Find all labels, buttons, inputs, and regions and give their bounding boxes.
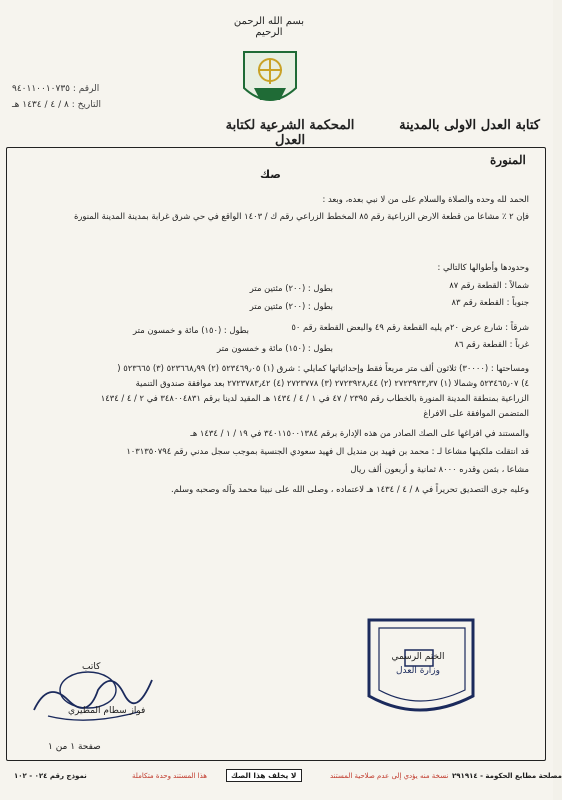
ministry-title: المحكمة الشرعية لكتابة العدل	[225, 118, 355, 148]
city-name: المنورة	[490, 153, 526, 167]
area-coordinates-line: ٤) ٥٢٣٤٦٥٫٠٧ وشمالا (١) ٢٧٢٣٩٣٣٫٣٧ (٢) ٢٧٢٣٩٢٨٫٤٤ (٣) ٢٧٢٣٧٧٨ (٤) ٢٧٢٣٧٨٣٫٤٢ بعد موافقة صندوق التنمية	[135, 378, 529, 388]
ministry-emblem-icon	[240, 48, 300, 114]
body-line: فإن ٢ ٪ مشاعا من قطعة الارض الزراعية رقم ٨٥ المخطط الزراعي رقم ك / ١٤٠٣ الواقع في حي شرق غرابة بمدينة المدينة المنورة	[73, 211, 529, 221]
reference-label: الرقم :	[72, 84, 100, 94]
seal-label: الختم الرسمي	[391, 652, 445, 662]
boundary-north: شمالاً : القطعة رقم ٨٧	[449, 280, 529, 290]
boundary-west: غرباً : القطعة رقم ٨٦	[454, 339, 529, 349]
approval-line: المتضمن الموافقة على الافراغ	[423, 408, 529, 418]
body-line: وحدودها وأطوالها كالتالي :	[437, 262, 529, 272]
document-date	[12, 100, 101, 110]
date-label: التاريخ :	[71, 100, 101, 110]
reference-number	[12, 84, 99, 94]
closing-line: وعليه جرى التصديق تحريراً في ٨ / ٤ / ١٤٣٤ هـ لاعتماده ، وصلى الله على نبينا محمد وآله وصحبه وسلم.	[171, 484, 529, 494]
area-coordinates-line: ومساحتها : (٣٠٠٠٠) ثلاثون ألف متر مربعاً فقط وإحداثياتها كمايلي : شرق (١) ٥٢٣٤٦٩٫٠٥ (٢) ٥٢٣٦٦٨٫٩٩ (٣) ٥٢٣٦٦٥ (	[117, 363, 529, 373]
press-name: مصلحة مطابع الحكومة - ٢٩١٩١٤	[452, 772, 562, 780]
price-line: مشاعا ، بثمن وقدره ٨٠٠٠ ثمانية و أربعون ألف ريال	[350, 464, 529, 474]
owner-line: قد انتقلت ملكيتها مشاعا لـ : محمد بن فهيد بن منديل ال فهيد سعودي الجنسية بموجب سجل مدني رقم ١٠٣١٣٥٠٧٩٤	[126, 446, 529, 456]
seal-block	[358, 652, 478, 676]
approval-line: الزراعية بمنطقة المدينة المنورة بالخطاب رقم ٢٣٩٥ / ٤٧ في ١ / ٤ / ١٤٣٤ هـ المقيد لدينا برقم ٣٤٨٠٠٤٨٣١ في ٢ / ٤ / ١٤٣٤	[100, 393, 529, 403]
footer-notice-left: نسخة منه يؤدي إلى عدم صلاحية المستند	[330, 772, 449, 780]
date-value: ٨ / ٤ / ١٤٣٤ هـ	[12, 100, 69, 110]
seal-text: وزارة العدل	[396, 666, 440, 676]
boundary-north-length: بطول : (٢٠٠) مئتين متر	[249, 283, 333, 293]
form-number: نموذج رقم ٠٢٤ - ١٠٢	[14, 772, 87, 780]
boundary-east-length: بطول : (١٥٠) مائة و خمسون متر	[133, 325, 249, 335]
document-title: صك	[260, 168, 281, 181]
court-name: كتابة العدل الاولى بالمدينة	[399, 118, 540, 133]
boundary-south: جنوباً : القطعة رقم ٨٣	[451, 297, 529, 307]
body-line: الحمد لله وحده والصلاة والسلام على من لا نبي بعده، وبعد :	[322, 194, 529, 204]
basmala: بسم الله الرحمن الرحيم	[233, 16, 305, 38]
boundary-south-length: بطول : (٢٠٠) مئتين متر	[249, 301, 333, 311]
reference-value: ٩٤٠١١٠٠١٠٧٣٥	[12, 84, 71, 94]
notary-label: كاتب	[82, 662, 101, 672]
boundary-west-length: بطول : (١٥٠) مائة و خمسون متر	[217, 343, 333, 353]
notary-name: فواز سطام المطيري	[68, 706, 146, 716]
footer-notice-right: هذا المستند وحدة متكاملة	[132, 772, 207, 780]
source-deed-line: والمستند في افراغها على الصك الصادر من هذه الإدارة برقم ٣٤٠١١٥٠٠١٣٨٤ في ١٩ / ١ / ١٤٣٤ هـ	[190, 428, 529, 438]
page-number: صفحة ١ من ١	[48, 742, 101, 752]
footer-notice-box: لا يخلف هذا الصك	[226, 769, 302, 782]
boundary-east: شرقاً : شارع عرض ٢٠م يليه القطعة رقم ٤٩ والبعض القطعة رقم ٥٠	[291, 322, 529, 332]
